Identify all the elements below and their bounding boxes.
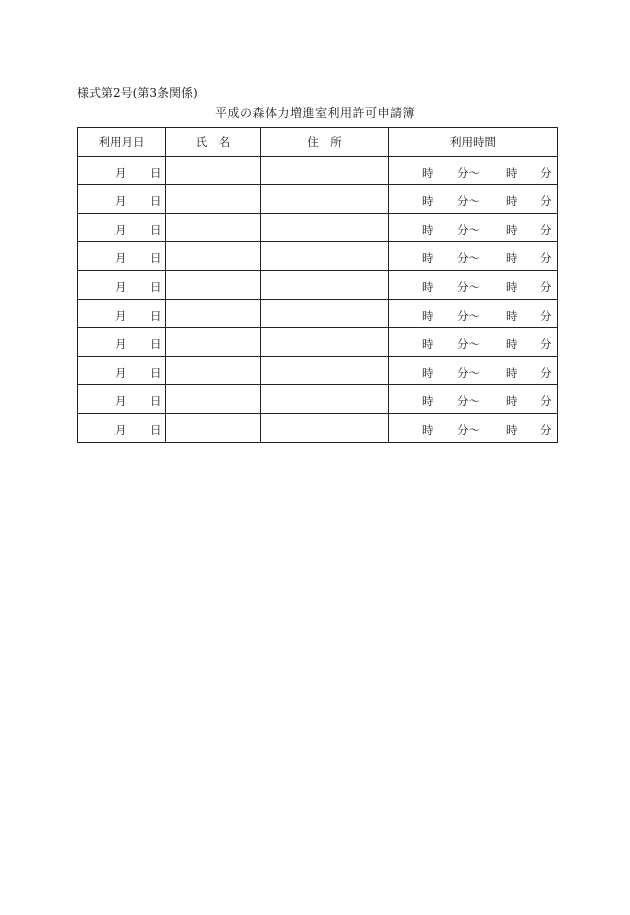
end-hour-label: 時 <box>506 279 518 294</box>
table-body <box>78 156 558 442</box>
table-row <box>78 156 558 185</box>
day-label: 日 <box>150 165 162 180</box>
table-row <box>78 299 558 328</box>
end-minute-label: 分 <box>540 365 552 380</box>
month-label: 月 <box>115 308 127 323</box>
time-cell[interactable] <box>389 270 558 299</box>
table-row <box>78 213 558 242</box>
table-row <box>78 385 558 414</box>
address-cell[interactable] <box>261 242 389 271</box>
start-minute-label: 分〜 <box>457 337 480 352</box>
address-cell[interactable] <box>261 270 389 299</box>
day-label: 日 <box>150 222 162 237</box>
start-minute-label: 分〜 <box>457 279 480 294</box>
end-hour-label: 時 <box>506 222 518 237</box>
start-hour-label: 時 <box>422 337 434 352</box>
month-label: 月 <box>115 165 127 180</box>
date-cell[interactable] <box>78 356 166 385</box>
date-cell[interactable] <box>78 213 166 242</box>
end-hour-label: 時 <box>506 251 518 266</box>
date-cell[interactable] <box>78 299 166 328</box>
start-hour-label: 時 <box>422 308 434 323</box>
name-cell[interactable] <box>166 356 261 385</box>
end-minute-label: 分 <box>540 394 552 409</box>
month-label: 月 <box>115 251 127 266</box>
date-cell[interactable] <box>78 328 166 357</box>
name-cell[interactable] <box>166 156 261 185</box>
month-label: 月 <box>115 279 127 294</box>
name-cell[interactable] <box>166 185 261 214</box>
table-row <box>78 356 558 385</box>
name-cell[interactable] <box>166 385 261 414</box>
start-hour-label: 時 <box>422 251 434 266</box>
time-cell[interactable] <box>389 213 558 242</box>
document-title: 平成の森体力増進室利用許可申請簿 <box>214 106 415 120</box>
name-cell[interactable] <box>166 270 261 299</box>
month-label: 月 <box>115 365 127 380</box>
time-cell[interactable] <box>389 328 558 357</box>
start-minute-label: 分〜 <box>457 165 480 180</box>
time-cell[interactable] <box>389 356 558 385</box>
address-cell[interactable] <box>261 299 389 328</box>
start-minute-label: 分〜 <box>457 251 480 266</box>
address-cell[interactable] <box>261 413 389 442</box>
start-hour-label: 時 <box>422 222 434 237</box>
header-time: 利用時間 <box>389 128 558 157</box>
address-cell[interactable] <box>261 385 389 414</box>
start-minute-label: 分〜 <box>457 222 480 237</box>
name-cell[interactable] <box>166 213 261 242</box>
start-hour-label: 時 <box>422 279 434 294</box>
start-minute-label: 分〜 <box>457 394 480 409</box>
start-hour-label: 時 <box>422 422 434 437</box>
header-date: 利用月日 <box>78 128 166 157</box>
name-cell[interactable] <box>166 299 261 328</box>
registration-table <box>77 127 558 443</box>
form-number: 様式第2号(第3条関係) <box>77 86 198 100</box>
name-cell[interactable] <box>166 242 261 271</box>
date-cell[interactable] <box>78 242 166 271</box>
end-hour-label: 時 <box>506 165 518 180</box>
end-hour-label: 時 <box>506 394 518 409</box>
start-minute-label: 分〜 <box>457 308 480 323</box>
month-label: 月 <box>115 222 127 237</box>
time-cell[interactable] <box>389 413 558 442</box>
address-cell[interactable] <box>261 185 389 214</box>
time-cell[interactable] <box>389 156 558 185</box>
end-hour-label: 時 <box>506 337 518 352</box>
end-hour-label: 時 <box>506 422 518 437</box>
start-minute-label: 分〜 <box>457 422 480 437</box>
date-cell[interactable] <box>78 385 166 414</box>
end-minute-label: 分 <box>540 422 552 437</box>
start-hour-label: 時 <box>422 194 434 209</box>
address-cell[interactable] <box>261 213 389 242</box>
date-cell[interactable] <box>78 413 166 442</box>
time-cell[interactable] <box>389 242 558 271</box>
day-label: 日 <box>150 394 162 409</box>
end-minute-label: 分 <box>540 337 552 352</box>
start-hour-label: 時 <box>422 394 434 409</box>
end-minute-label: 分 <box>540 308 552 323</box>
end-minute-label: 分 <box>540 222 552 237</box>
table-row <box>78 270 558 299</box>
end-hour-label: 時 <box>506 365 518 380</box>
time-cell[interactable] <box>389 299 558 328</box>
day-label: 日 <box>150 365 162 380</box>
start-hour-label: 時 <box>422 365 434 380</box>
table-row <box>78 413 558 442</box>
table-header-row <box>78 128 558 157</box>
name-cell[interactable] <box>166 413 261 442</box>
table-row <box>78 242 558 271</box>
start-hour-label: 時 <box>422 165 434 180</box>
address-cell[interactable] <box>261 328 389 357</box>
end-hour-label: 時 <box>506 308 518 323</box>
day-label: 日 <box>150 422 162 437</box>
name-cell[interactable] <box>166 328 261 357</box>
start-minute-label: 分〜 <box>457 365 480 380</box>
header-address: 住 所 <box>261 128 389 157</box>
end-minute-label: 分 <box>540 194 552 209</box>
day-label: 日 <box>150 308 162 323</box>
date-cell[interactable] <box>78 185 166 214</box>
table-row <box>78 328 558 357</box>
header-name: 氏 名 <box>166 128 261 157</box>
address-cell[interactable] <box>261 356 389 385</box>
date-cell[interactable] <box>78 156 166 185</box>
table-row <box>78 185 558 214</box>
month-label: 月 <box>115 422 127 437</box>
end-hour-label: 時 <box>506 194 518 209</box>
day-label: 日 <box>150 279 162 294</box>
time-cell[interactable] <box>389 385 558 414</box>
month-label: 月 <box>115 194 127 209</box>
start-minute-label: 分〜 <box>457 194 480 209</box>
day-label: 日 <box>150 251 162 266</box>
end-minute-label: 分 <box>540 279 552 294</box>
end-minute-label: 分 <box>540 251 552 266</box>
day-label: 日 <box>150 337 162 352</box>
address-cell[interactable] <box>261 156 389 185</box>
month-label: 月 <box>115 394 127 409</box>
end-minute-label: 分 <box>540 165 552 180</box>
time-cell[interactable] <box>389 185 558 214</box>
day-label: 日 <box>150 194 162 209</box>
month-label: 月 <box>115 337 127 352</box>
date-cell[interactable] <box>78 270 166 299</box>
